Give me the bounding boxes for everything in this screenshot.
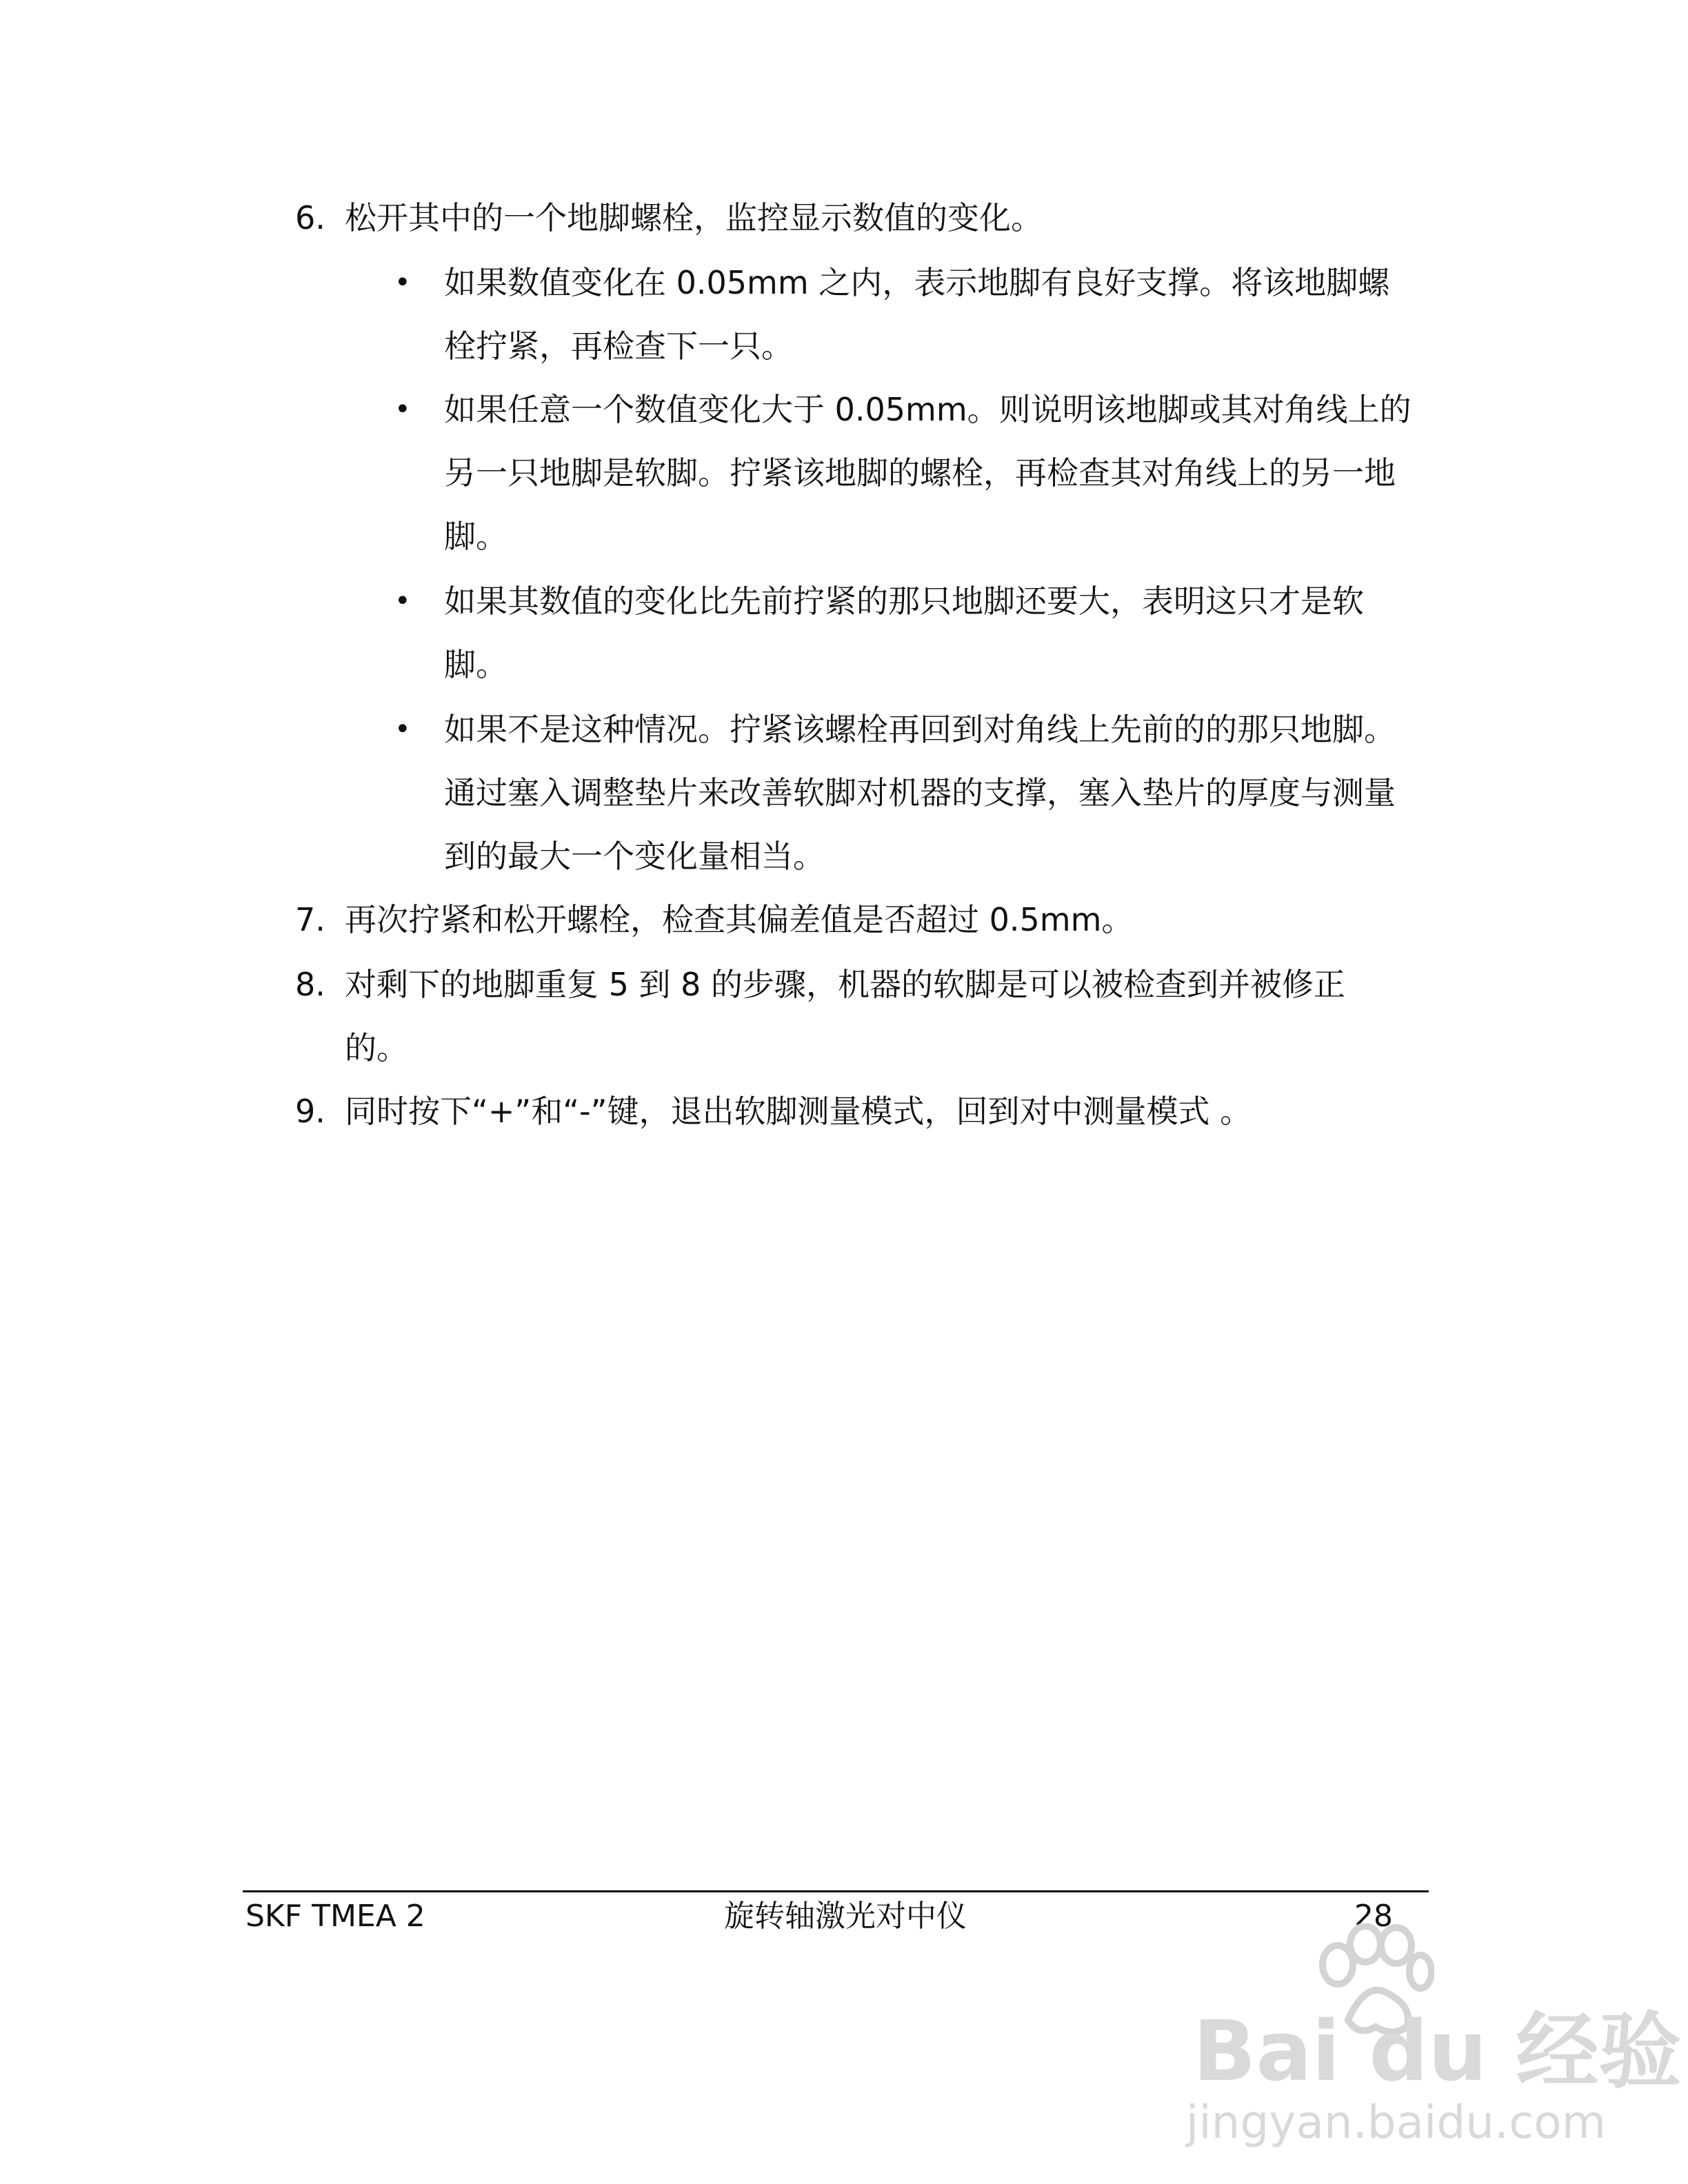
bullet-text: 脚。 xyxy=(444,518,508,555)
footer-title: 旋转轴激光对中仪 xyxy=(724,1899,967,1934)
bullet-text: 如果其数值的变化比先前拧紧的那只地脚还要大，表明这只才是软 xyxy=(444,583,1364,620)
footer-product: SKF TMEA 2 xyxy=(245,1899,425,1934)
bullet-dot: • xyxy=(394,714,411,745)
bullet-text: 通过塞入调整垫片来改善软脚对机器的支撑，塞入垫片的厚度与测量 xyxy=(444,774,1396,811)
footer-divider xyxy=(243,1890,1429,1892)
item-text: 对剩下的地脚重复 5 到 8 的步骤，机器的软脚是可以被检查到并被修正 xyxy=(345,966,1346,1003)
item-text: 的。 xyxy=(345,1029,408,1066)
item-number: 9. xyxy=(295,1093,325,1130)
bullet-dot: • xyxy=(394,267,411,299)
item-text: 松开其中的一个地脚螺栓，监控显示数值的变化。 xyxy=(345,199,1043,236)
item-text: 再次拧紧和松开螺栓，检查其偏差值是否超过 0.5mm。 xyxy=(345,901,1134,938)
bullet-text: 如果数值变化在 0.05mm 之内，表示地脚有良好支撑。将该地脚螺 xyxy=(444,264,1390,301)
bullet-dot: • xyxy=(394,394,411,425)
bullet-text: 栓拧紧，再检查下一只。 xyxy=(444,327,793,365)
item-number: 8. xyxy=(295,966,325,1003)
bullet-dot: • xyxy=(394,585,411,617)
bullet-text: 另一只地脚是软脚。拧紧该地脚的螺栓，再检查其对角线上的另一地 xyxy=(444,454,1396,492)
bullet-text: 脚。 xyxy=(444,646,508,683)
bullet-text: 如果不是这种情况。拧紧该螺栓再回到对角线上先前的的那只地脚。 xyxy=(444,711,1396,748)
bullet-text: 到的最大一个变化量相当。 xyxy=(444,838,825,875)
footer-page-number: 28 xyxy=(1354,1899,1393,1934)
bullet-text: 如果任意一个数值变化大于 0.05mm。则说明该地脚或其对角线上的 xyxy=(444,391,1411,428)
watermark-logo: Bai du 经验 xyxy=(1193,2004,1682,2100)
item-number: 7. xyxy=(295,901,325,938)
item-text: 同时按下“+”和“-”键，退出软脚测量模式，回到对中测量模式 。 xyxy=(345,1093,1252,1130)
item-number: 6. xyxy=(295,199,325,236)
watermark-url: jingyan.baidu.com xyxy=(1186,2096,1607,2149)
